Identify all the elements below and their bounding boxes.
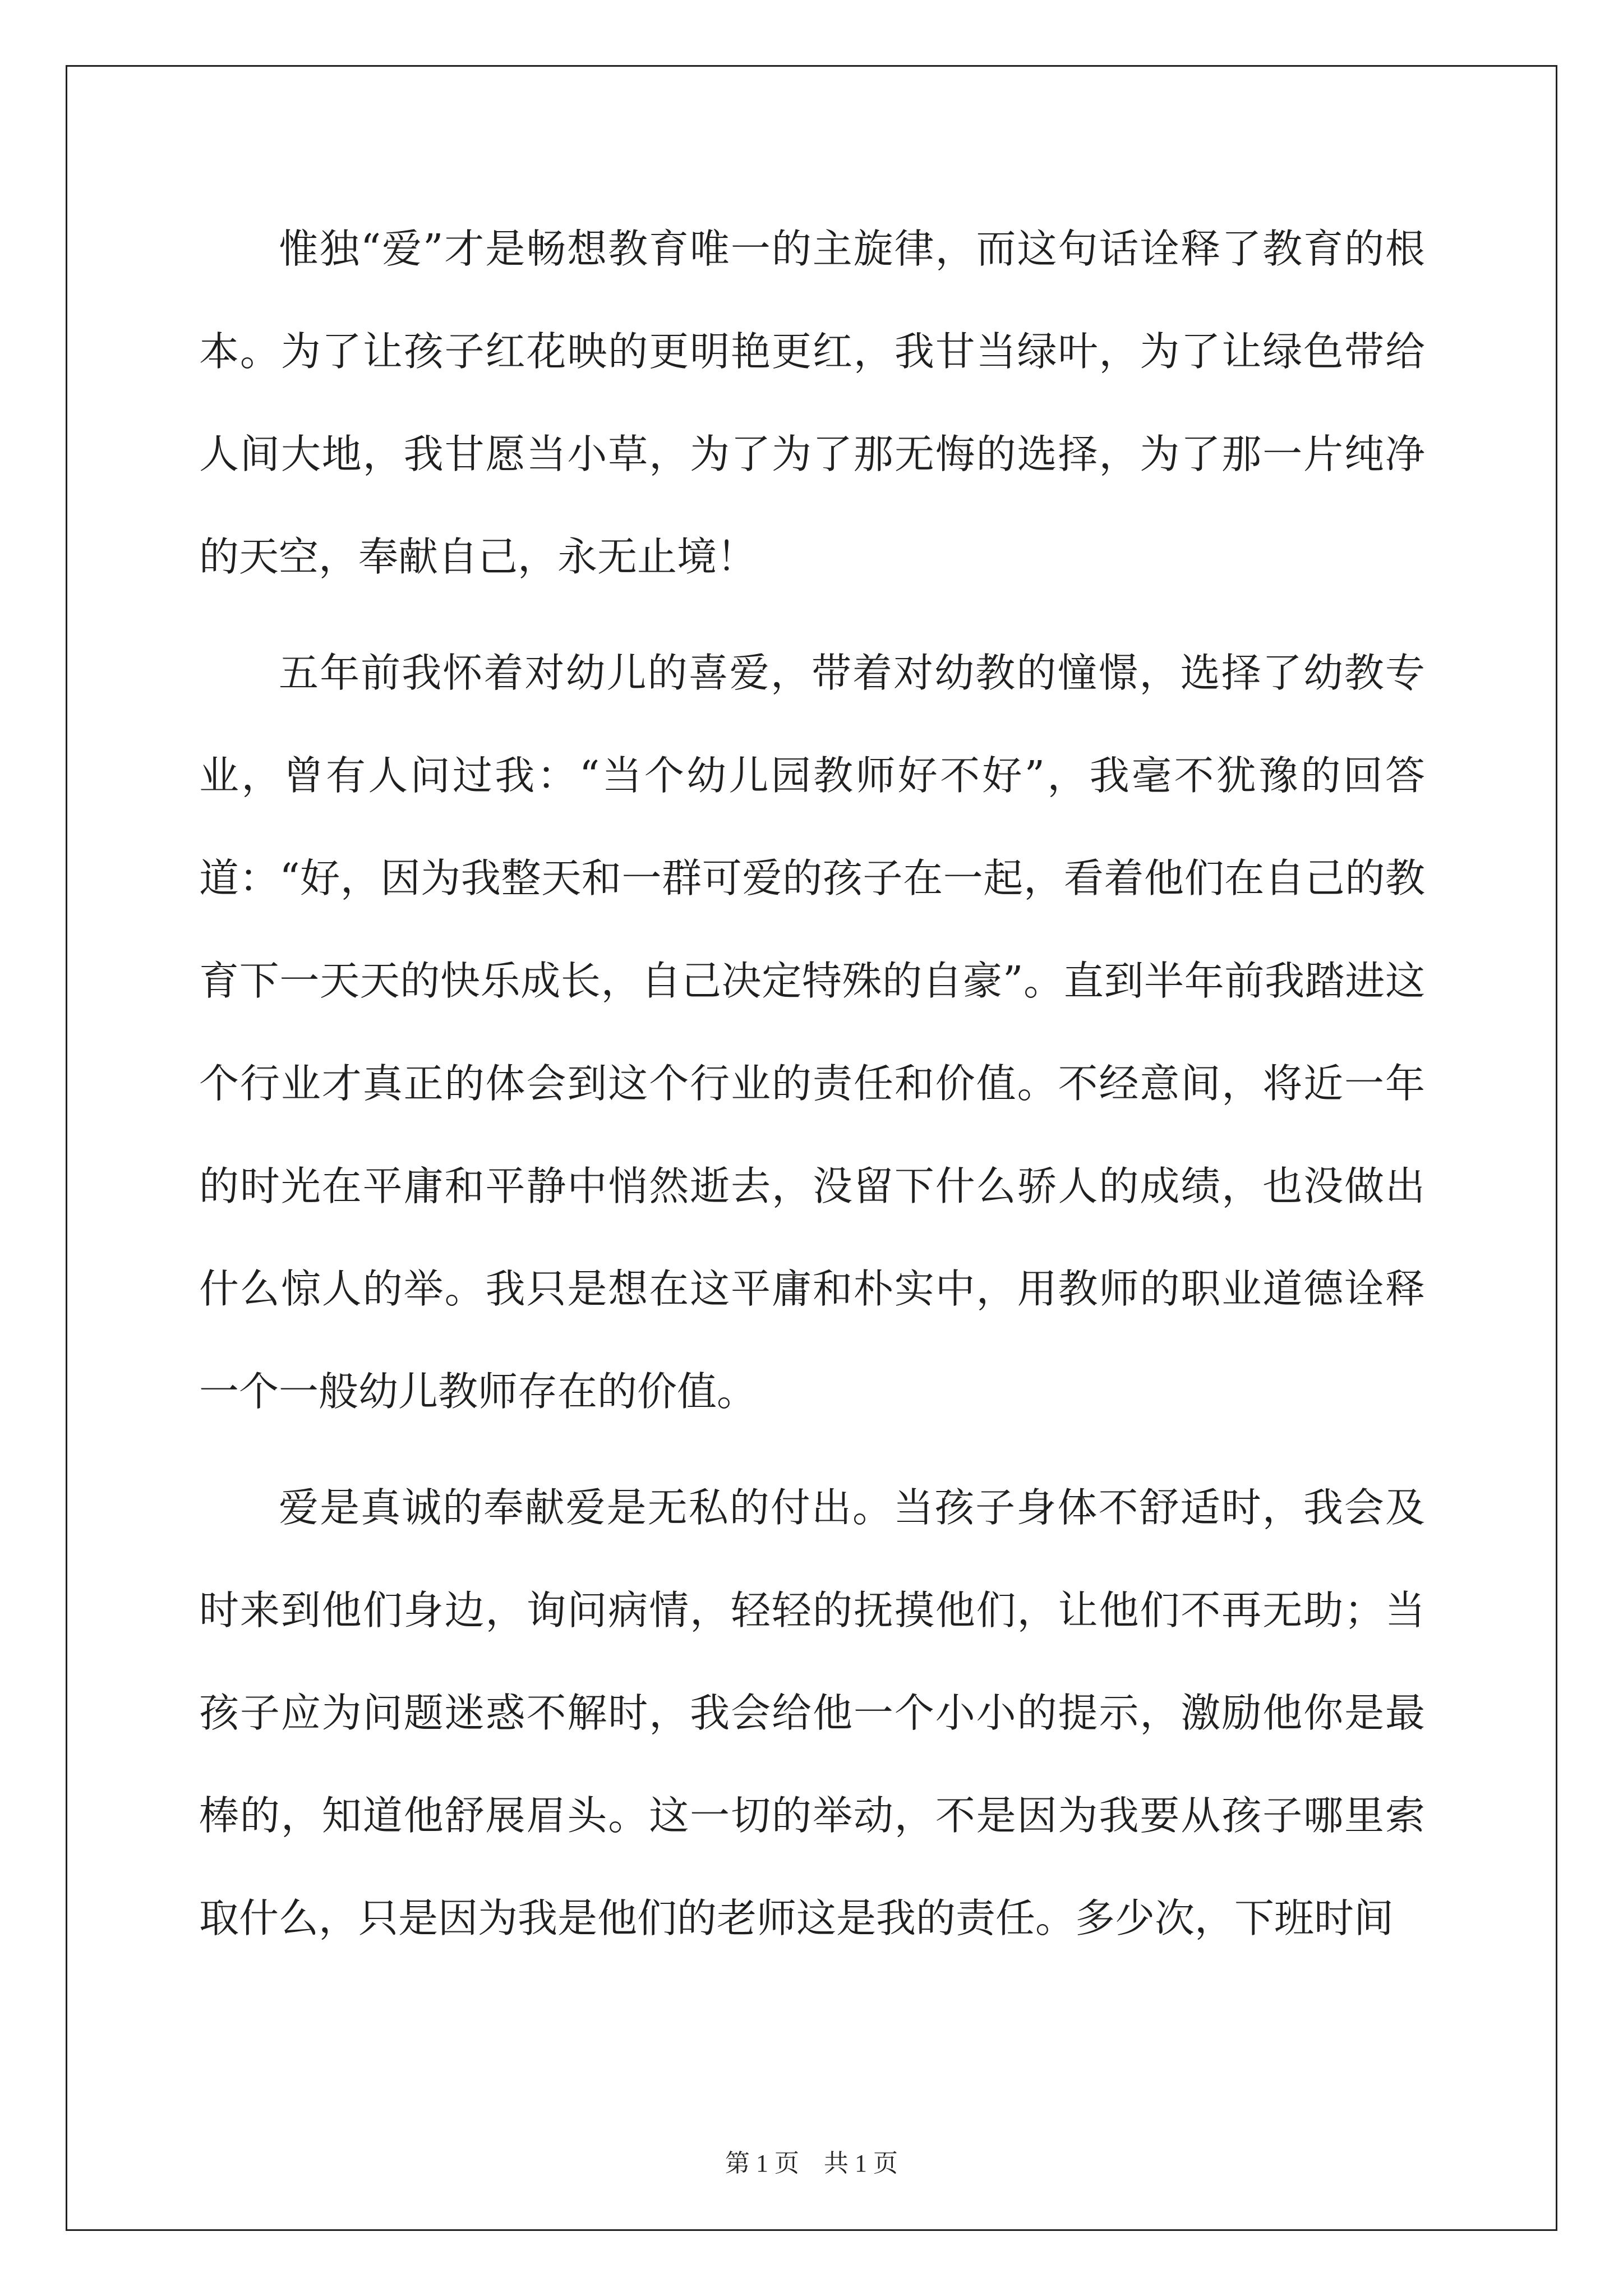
paragraph-1: 惟独“爱”才是畅想教育唯一的主旋律，而这句话诠释了教育的根本。为了让孩子红花映的更明艳更红，我甘当绿叶，为了让绿色带给人间大地，我甘愿当小草，为了为了那无悔的选择，为了那一片纯净的天空，奉献自己，永无止境！ [199, 226, 1425, 580]
document-body [199, 197, 1425, 1983]
page-number-footer: 第 1 页 共 1 页 [725, 2150, 898, 2177]
paragraph-3: 爱是真诚的奉献爱是无私的付出。当孩子身体不舒适时，我会及时来到他们身边，询问病情，轻轻的抚摸他们，让他们不再无助；当孩子应为问题迷惑不解时，我会给他一个小小的提示，激励他你是最棒的，知道他舒展眉头。这一切的举动，不是因为我要从孩子哪里索取什么，只是因为我是他们的老师这是我的责任。多少次，下班时间 [199, 1484, 1425, 1941]
paragraph-2: 五年前我怀着对幼儿的喜爱，带着对幼教的憧憬，选择了幼教专业，曾有人问过我：“当个幼儿园教师好不好”，我毫不犹豫的回答道：“好，因为我整天和一群可爱的孩子在一起，看着他们在自己的教育下一天天的快乐成长，自己决定特殊的自豪”。直到半年前我踏进这个行业才真正的体会到这个行业的责任和价值。不经意间，将近一年的时光在平庸和平静中悄然逝去，没留下什么骄人的成绩，也没做出什么惊人的举。我只是想在这平庸和朴实中，用教师的职业道德诠释一个一般幼儿教师存在的价值。 [199, 650, 1425, 1415]
